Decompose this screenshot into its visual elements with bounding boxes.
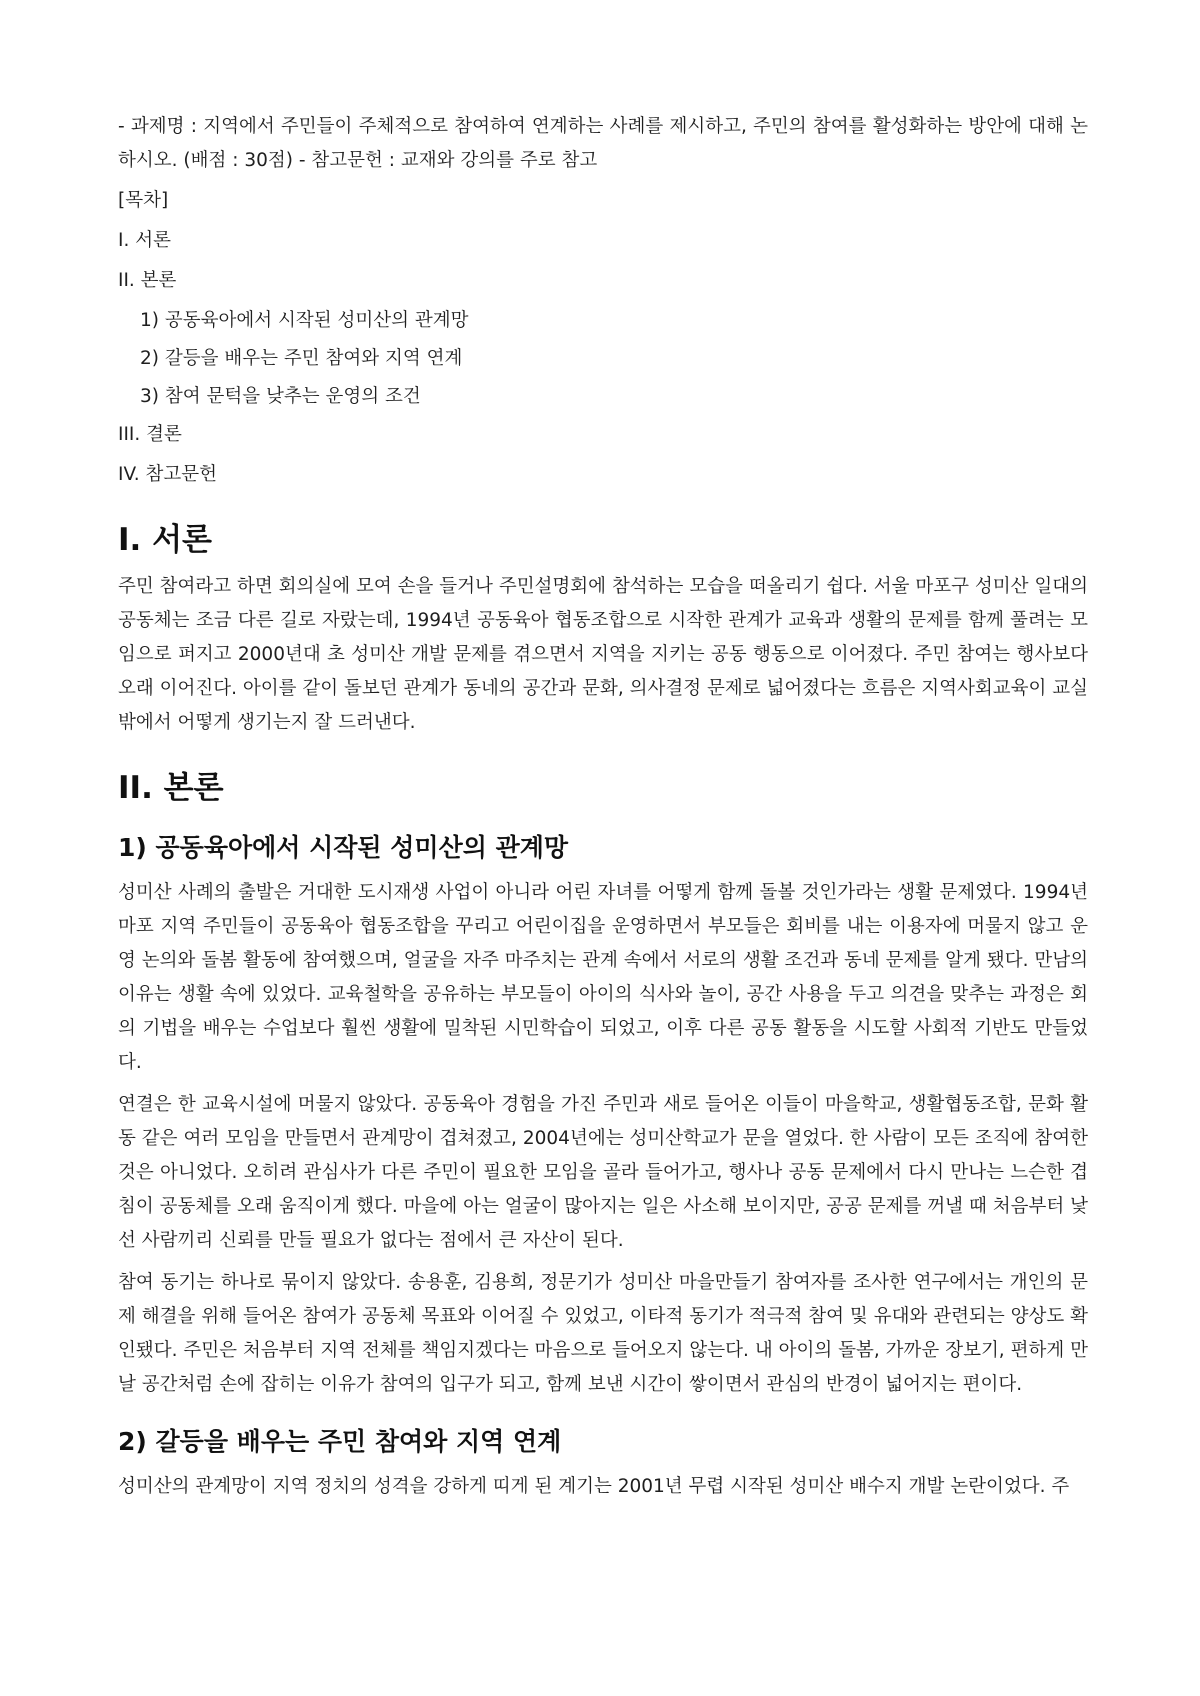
table-of-contents [118,184,1088,492]
section-1-paragraph-1: 성미산 사례의 출발은 거대한 도시재생 사업이 아니라 어린 자녀를 어떻게 함께 돌볼 것인가라는 생활 문제였다. 1994년 마포 지역 주민들이 공동육아 협동조합을 꾸리고 어린이집을 운영하면서 부모들은 회비를 내는 이용자에 머물지 않고 운영 논의와 돌봄 활동에 참여했으며, 얼굴을 자주 마주치는 관계 속에서 서로의 생활 조건과 동네 문제를 알게 됐다. 만남의 이유는 생활 속에 있었다. 교육철학을 공유하는 부모들이 아이의 식사와 놀이, 공간 사용을 두고 의견을 맞추는 과정은 회의 기법을 배우는 수업보다 훨씬 생활에 밀착된 시민학습이 되었고, 이후 다른 공동 활동을 시도할 사회적 기반도 만들었다. [118,882,1088,1073]
toc-item-references: IV. 참고문헌 [118,464,217,485]
section-1-heading: 1) 공동육아에서 시작된 성미산의 관계망 [118,833,569,862]
toc-item-conclusion: III. 결론 [118,424,182,445]
toc-item-section-2: 2) 갈등을 배우는 주민 참여와 지역 연계 [140,348,463,369]
intro-paragraph: 주민 참여라고 하면 회의실에 모여 손을 들거나 주민설명회에 참석하는 모습을 떠올리기 쉽다. 서울 마포구 성미산 일대의 공동체는 조금 다른 길로 자랐는데, 1994년 공동육아 협동조합으로 시작한 관계가 교육과 생활의 문제를 함께 풀려는 모임으로 퍼지고 2000년대 초 성미산 개발 문제를 겪으면서 지역을 지키는 공동 행동으로 이어졌다. 주민 참여는 행사보다 오래 이어진다. 아이를 같이 돌보던 관계가 동네의 공간과 문화, 의사결정 문제로 넓어졌다는 흐름은 지역사회교육이 교실 밖에서 어떻게 생기는지 잘 드러낸다. [118,576,1088,733]
intro-heading: I. 서론 [118,522,212,558]
section-1-paragraph-3: 참여 동기는 하나로 묶이지 않았다. 송용훈, 김용희, 정문기가 성미산 마을만들기 참여자를 조사한 연구에서는 개인의 문제 해결을 위해 들어온 참여가 공동체 목표와 이어질 수 있었고, 이타적 동기가 적극적 참여 및 유대와 관련되는 양상도 확인됐다. 주민은 처음부터 지역 전체를 책임지겠다는 마음으로 들어오지 않는다. 내 아이의 돌봄, 가까운 장보기, 편하게 만날 공간처럼 손에 잡히는 이유가 참여의 입구가 되고, 함께 보낸 시간이 쌓이면서 관심의 반경이 넓어지는 편이다. [118,1272,1088,1395]
assignment-description: - 과제명 : 지역에서 주민들이 주체적으로 참여하여 연계하는 사례를 제시하고, 주민의 참여를 활성화하는 방안에 대해 논하시오. (배점 : 30점) - 참고문헌 : 교재와 강의를 주로 참고 [118,116,1088,171]
toc-item-section-3: 3) 참여 문턱을 낮추는 운영의 조건 [140,386,421,407]
toc-item-intro: I. 서론 [118,230,171,251]
toc-heading: [목차] [118,190,169,211]
toc-item-body: II. 본론 [118,270,177,291]
body-heading: II. 본론 [118,770,224,806]
toc-list [118,224,1088,492]
section-1-paragraph-2: 연결은 한 교육시설에 머물지 않았다. 공동육아 경험을 가진 주민과 새로 들어온 이들이 마을학교, 생활협동조합, 문화 활동 같은 여러 모임을 만들면서 관계망이 겹쳐졌고, 2004년에는 성미산학교가 문을 열었다. 한 사람이 모든 조직에 참여한 것은 아니었다. 오히려 관심사가 다른 주민이 필요한 모임을 골라 들어가고, 행사나 공동 문제에서 다시 만나는 느슨한 겹침이 공동체를 오래 움직이게 했다. 마을에 아는 얼굴이 많아지는 일은 사소해 보이지만, 공공 문제를 꺼낼 때 처음부터 낯선 사람끼리 신뢰를 만들 필요가 없다는 점에서 큰 자산이 된다. [118,1094,1088,1251]
section-2-paragraph-1: 성미산의 관계망이 지역 정치의 성격을 강하게 띠게 된 계기는 2001년 무렵 시작된 성미산 배수지 개발 논란이었다. 주 [118,1476,1070,1497]
section-2-heading: 2) 갈등을 배우는 주민 참여와 지역 연계 [118,1427,562,1456]
toc-item-section-1: 1) 공동육아에서 시작된 성미산의 관계망 [140,310,469,331]
